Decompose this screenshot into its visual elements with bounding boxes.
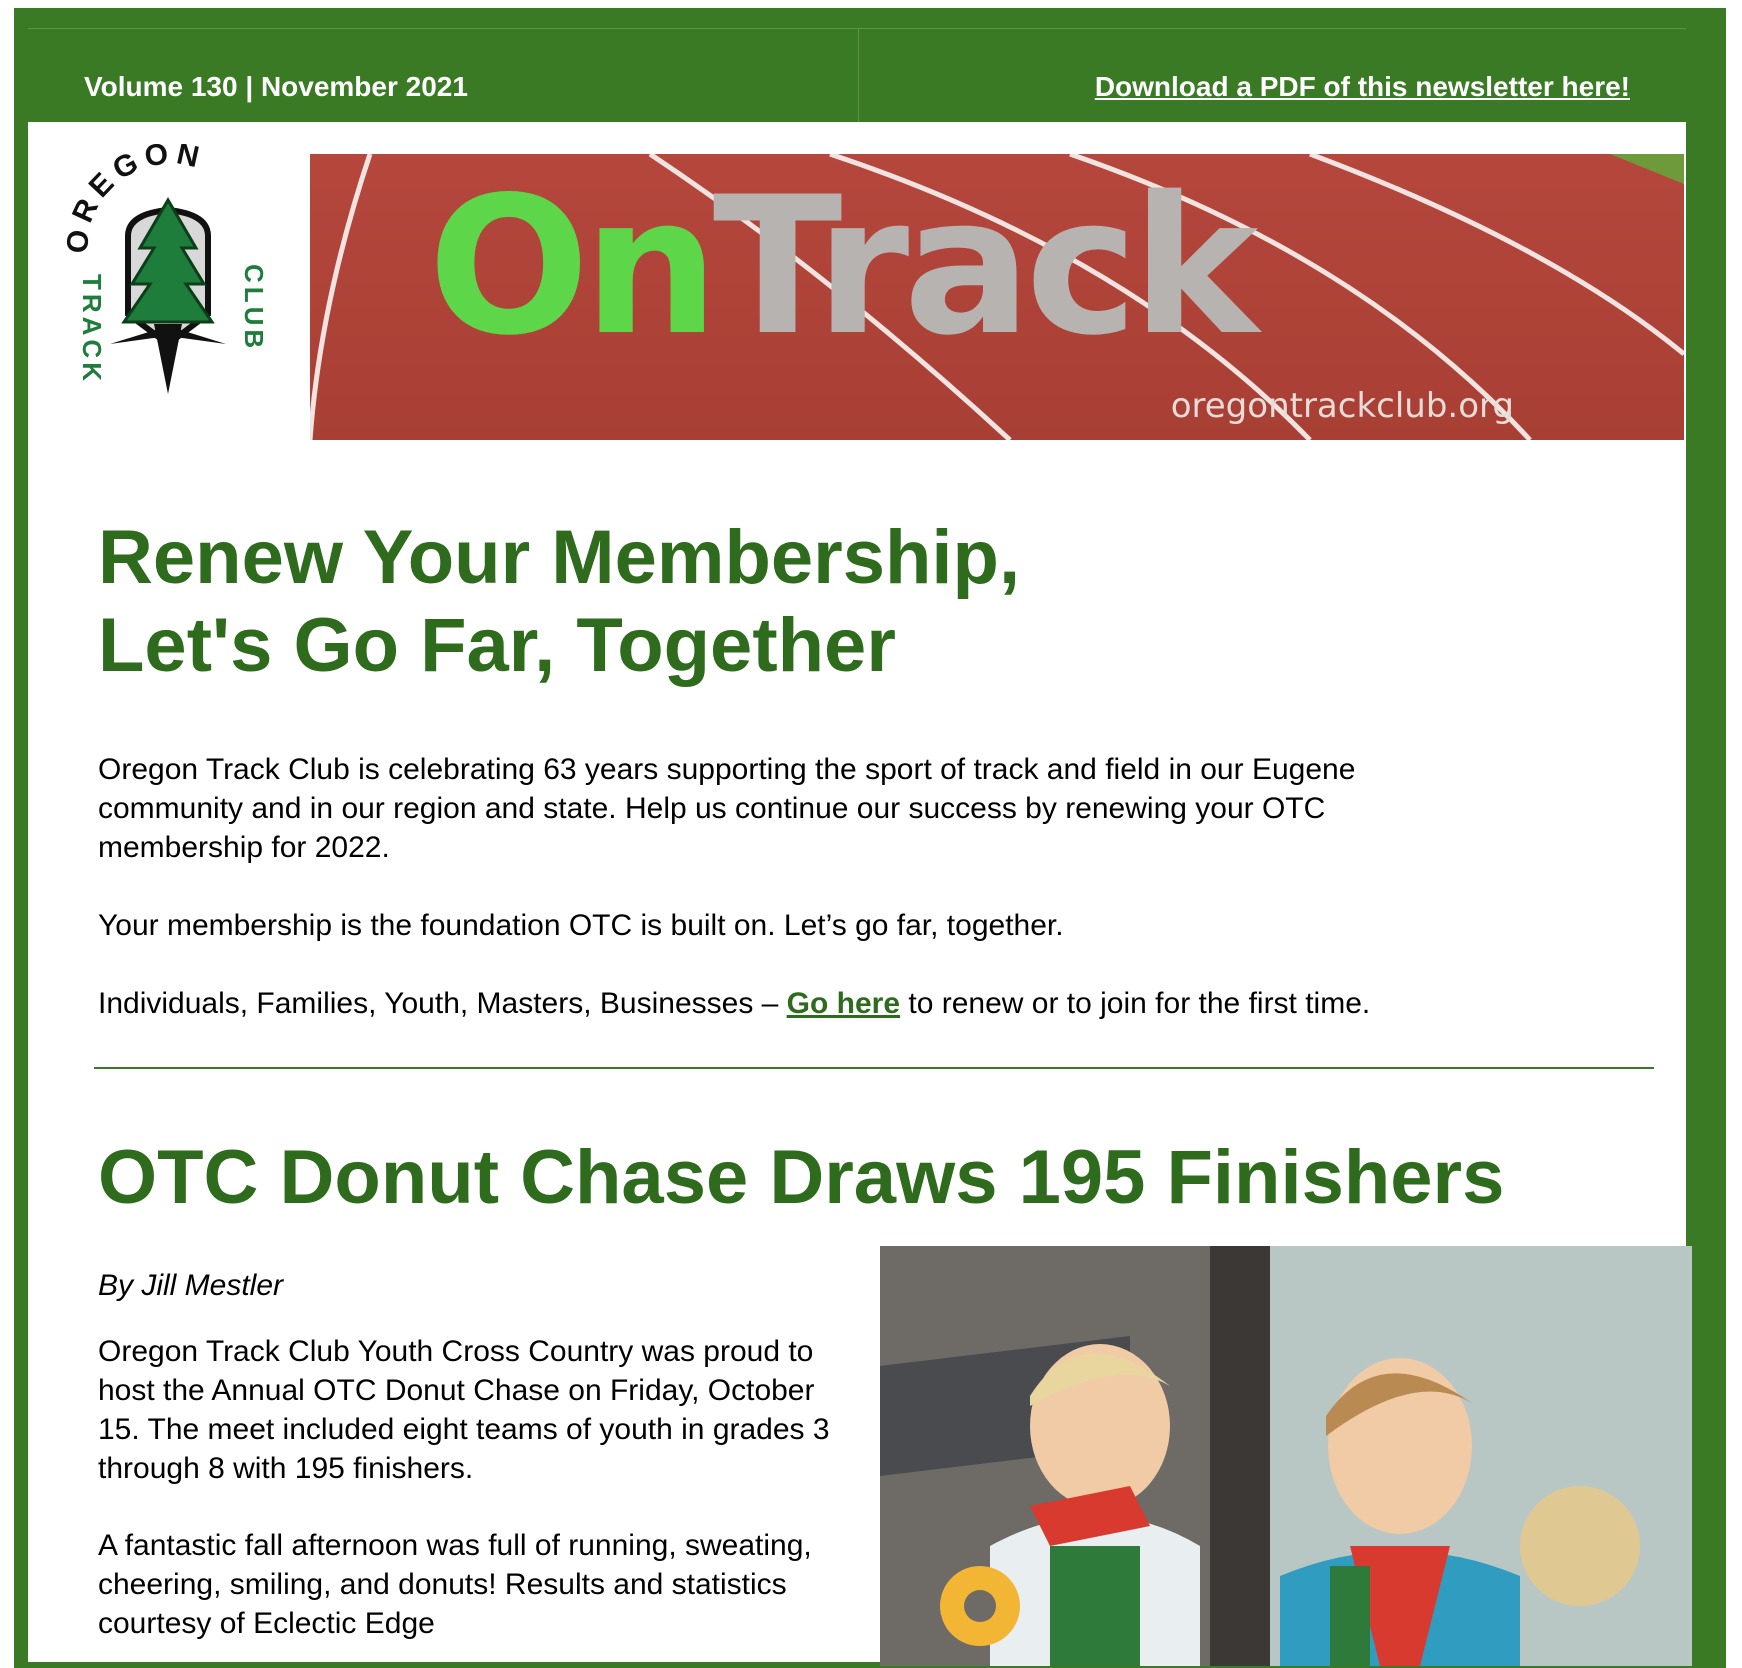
volume-date: Volume 130 | November 2021: [84, 71, 468, 102]
download-pdf-link[interactable]: Download a PDF of this newsletter here!: [1094, 71, 1630, 102]
donut-chase-paragraph-2: A fantastic fall afternoon was full of running, sweating, cheering, smiling, and donuts! Results and statistics courtesy of Eclectic Edge: [98, 1529, 812, 1640]
para3-after: to renew or to join for the first time.: [900, 987, 1371, 1020]
donut-chase-paragraph-1: Oregon Track Club Youth Cross Country was proud to host the Annual OTC Donut Chase on Friday, October 15. The meet included eight teams of youth in grades 3 through 8 with 195 finishers.: [98, 1335, 830, 1485]
go-here-link[interactable]: Go here: [786, 987, 901, 1020]
para3-before: Individuals, Families, Youth, Masters, Businesses –: [98, 987, 787, 1020]
section-divider: [94, 1067, 1654, 1069]
membership-paragraph-1: Oregon Track Club is celebrating 63 years supporting the sport of track and field in our Eugene community and in our region and state. Help us continue our success by renewing your OTC membership for 2022.: [98, 753, 1356, 864]
membership-paragraph-2: Your membership is the foundation OTC is built on. Let’s go far, together.: [98, 909, 1064, 942]
banner-title-track: Track: [712, 156, 1253, 377]
svg-text:CLUB: CLUB: [239, 264, 269, 353]
oregon-track-club-logo: [58, 144, 278, 424]
newsletter-content: [28, 122, 1686, 1662]
membership-paragraph-3: [98, 984, 1370, 1023]
article-title-donut-chase: OTC Donut Chase Draws 195 Finishers: [98, 1135, 1505, 1220]
header-bar: [28, 28, 1686, 123]
banner-title: [428, 156, 1253, 377]
banner-url: oregontrackclub.org: [1170, 386, 1514, 426]
donut-chase-photo: [880, 1246, 1692, 1666]
title-line-1: Renew Your Membership,: [98, 515, 1021, 600]
svg-text:TRACK: TRACK: [77, 274, 107, 385]
title-line-2: Let's Go Far, Together: [98, 603, 896, 688]
ontrack-banner: [310, 154, 1684, 440]
byline: By Jill Mestler: [98, 1269, 284, 1302]
svg-text:OREGON: OREGON: [60, 144, 208, 255]
article-title-membership: [98, 514, 1020, 690]
banner-title-on: On: [428, 156, 713, 377]
header-divider: [858, 29, 859, 123]
